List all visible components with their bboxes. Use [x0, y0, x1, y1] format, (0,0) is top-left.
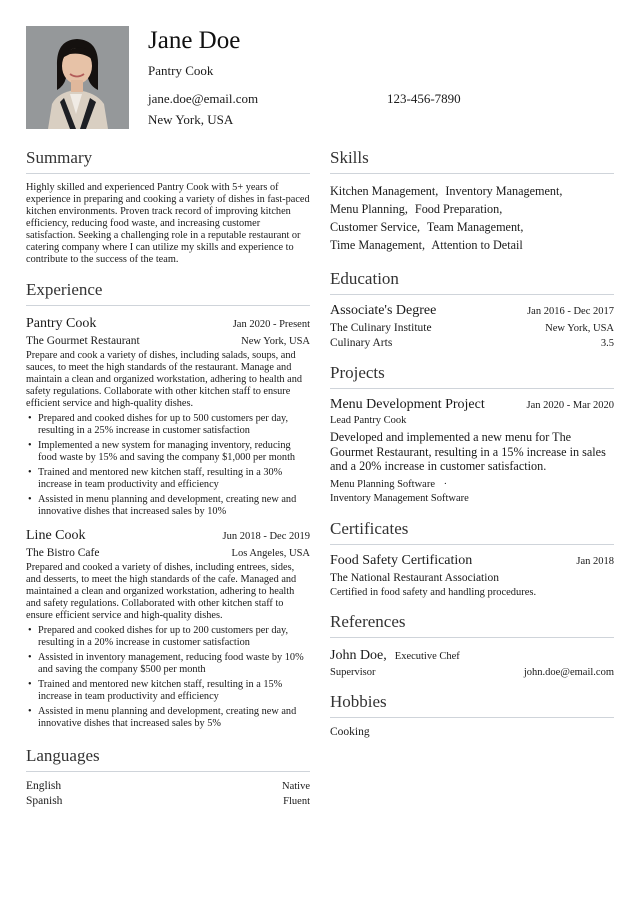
candidate-name: Jane Doe [148, 27, 241, 54]
tool-separator: · [443, 478, 448, 490]
skills-section [330, 148, 614, 254]
certificates-section [330, 519, 614, 598]
right-column [330, 148, 614, 738]
section-heading: Experience [26, 280, 310, 306]
job-location: Los Angeles, USA [231, 548, 310, 559]
job-title: Pantry Cook [26, 316, 97, 331]
language-level: Fluent [283, 796, 310, 807]
skill-item: Inventory Management, [445, 184, 563, 198]
project-description: Developed and implemented a new menu for The Gourmet Restaurant, resulting in a 15% increase in sales and a 20% increase in customer satisfaction. [330, 430, 606, 473]
reference-email[interactable]: john.doe@email.com [523, 666, 614, 678]
project-role: Lead Pantry Cook [330, 415, 407, 426]
job-date: Jan 2020 - Present [232, 319, 310, 330]
list-item: • Implemented a new system for managing inventory, reducing food waste by 15% and saving the company $1,000 per month [26, 440, 310, 464]
section-heading: Skills [330, 148, 614, 174]
tool-item: Menu Planning Software [330, 478, 435, 490]
references-section [330, 612, 614, 678]
language-name: English [26, 780, 62, 792]
language-level: Native [282, 781, 310, 792]
resume-header [26, 26, 616, 130]
skill-item: Team Management, [426, 220, 524, 234]
skill-item: Food Preparation, [414, 202, 503, 216]
job-entry [26, 316, 310, 518]
section-heading: Summary [26, 148, 310, 174]
contact-email[interactable]: jane.doe@email.com [148, 91, 259, 106]
project-tools [330, 479, 614, 490]
contact-location: New York, USA [148, 112, 234, 127]
hobby-item: Cooking [330, 725, 370, 738]
job-location: New York, USA [241, 336, 310, 347]
section-heading: Education [330, 269, 614, 295]
summary-section [26, 148, 310, 266]
section-heading: References [330, 612, 614, 638]
field-of-study: Culinary Arts [330, 337, 393, 349]
degree-name: Associate's Degree [330, 303, 437, 318]
left-column [26, 148, 310, 807]
job-company: The Bistro Cafe [26, 547, 100, 559]
candidate-title: Pantry Cook [148, 63, 214, 78]
summary-text: Highly skilled and experienced Pantry Cook with 5+ years of experience in preparing and cooking a variety of dishes in fast-paced kitchen environments. Proven track record of improving kitchen efficiency, reducing food waste, and increasing customer satisfaction. Seeking a challenging role in a reputable restaurant or catering company where I can utilize my skills and experience to contribute to the success of the team. [26, 182, 310, 265]
language-name: Spanish [26, 795, 63, 807]
reference-relation: Supervisor [330, 666, 376, 678]
section-heading: Projects [330, 363, 614, 389]
skill-item: Customer Service, [330, 220, 421, 234]
profile-photo [26, 26, 129, 129]
list-item: • Trained and mentored new kitchen staff, resulting in a 15% increase in team productivity and efficiency [26, 679, 310, 703]
school-location: New York, USA [545, 323, 614, 334]
education-date: Jan 2016 - Dec 2017 [527, 306, 614, 317]
skill-item: Kitchen Management, [330, 184, 439, 198]
certificate-issuer: The National Restaurant Association [330, 571, 499, 584]
contact-phone[interactable]: 123-456-7890 [387, 91, 461, 106]
school-name: The Culinary Institute [330, 322, 432, 334]
tool-item: Inventory Management Software [330, 492, 469, 504]
job-bullets [26, 413, 310, 518]
languages-section [26, 746, 310, 807]
list-item: • Prepared and cooked dishes for up to 200 customers per day, resulting in a 20% increase in customer satisfaction [26, 625, 310, 649]
list-item: • Trained and mentored new kitchen staff, resulting in a 30% increase in team productivity and efficiency [26, 467, 310, 491]
job-entry [26, 528, 310, 730]
reference-role: Executive Chef [394, 650, 460, 662]
skill-item: Time Management, [330, 238, 426, 252]
job-company: The Gourmet Restaurant [26, 335, 140, 347]
projects-section [330, 363, 614, 504]
certificate-title: Food Safety Certification [330, 552, 473, 568]
gpa: 3.5 [600, 338, 614, 349]
skill-item: Menu Planning, [330, 202, 408, 216]
experience-section [26, 280, 310, 730]
skill-item: Attention to Detail [431, 238, 523, 252]
section-heading: Certificates [330, 519, 614, 545]
certificate-date: Jan 2018 [576, 555, 614, 567]
job-description: Prepared and cooked a variety of dishes, including entrees, sides, and desserts, to meet the high standards of the cafe. Managed and maintained a clean and organized workstation, adhering to health and safety regulations. Collaborated with other kitchen staff to ensure efficient service and high-quality dishes. [26, 562, 297, 621]
project-title: Menu Development Project [330, 397, 485, 412]
section-heading: Hobbies [330, 692, 614, 718]
list-item: • Assisted in inventory management, reducing food waste by 10% and saving the company $500 per month [26, 652, 310, 676]
hobbies-section [330, 692, 614, 738]
section-heading: Languages [26, 746, 310, 772]
list-item: • Prepared and cooked dishes for up to 500 customers per day, resulting in a 25% increase in customer satisfaction [26, 413, 310, 437]
job-description: Prepare and cook a variety of dishes, including salads, soups, and sauces, to meet the high standards of the restaurant. Manage and maintain a clean and organized workstation, adhering to health and safety regulations. Collaborate with other kitchen staff to ensure efficient service and high-quality dishes. [26, 350, 303, 409]
job-title: Line Cook [26, 528, 86, 543]
list-item: • Assisted in menu planning and development, creating new and innovative dishes that increased sales by 5% [26, 706, 310, 730]
list-item: • Assisted in menu planning and development, creating new and innovative dishes that increased sales by 10% [26, 494, 310, 518]
job-date: Jun 2018 - Dec 2019 [222, 531, 310, 542]
project-date: Jan 2020 - Mar 2020 [526, 400, 614, 411]
skills-list [330, 182, 614, 254]
education-section [330, 269, 614, 349]
reference-name: John Doe, [330, 647, 387, 663]
certificate-description: Certified in food safety and handling procedures. [330, 586, 537, 598]
job-bullets [26, 625, 310, 730]
